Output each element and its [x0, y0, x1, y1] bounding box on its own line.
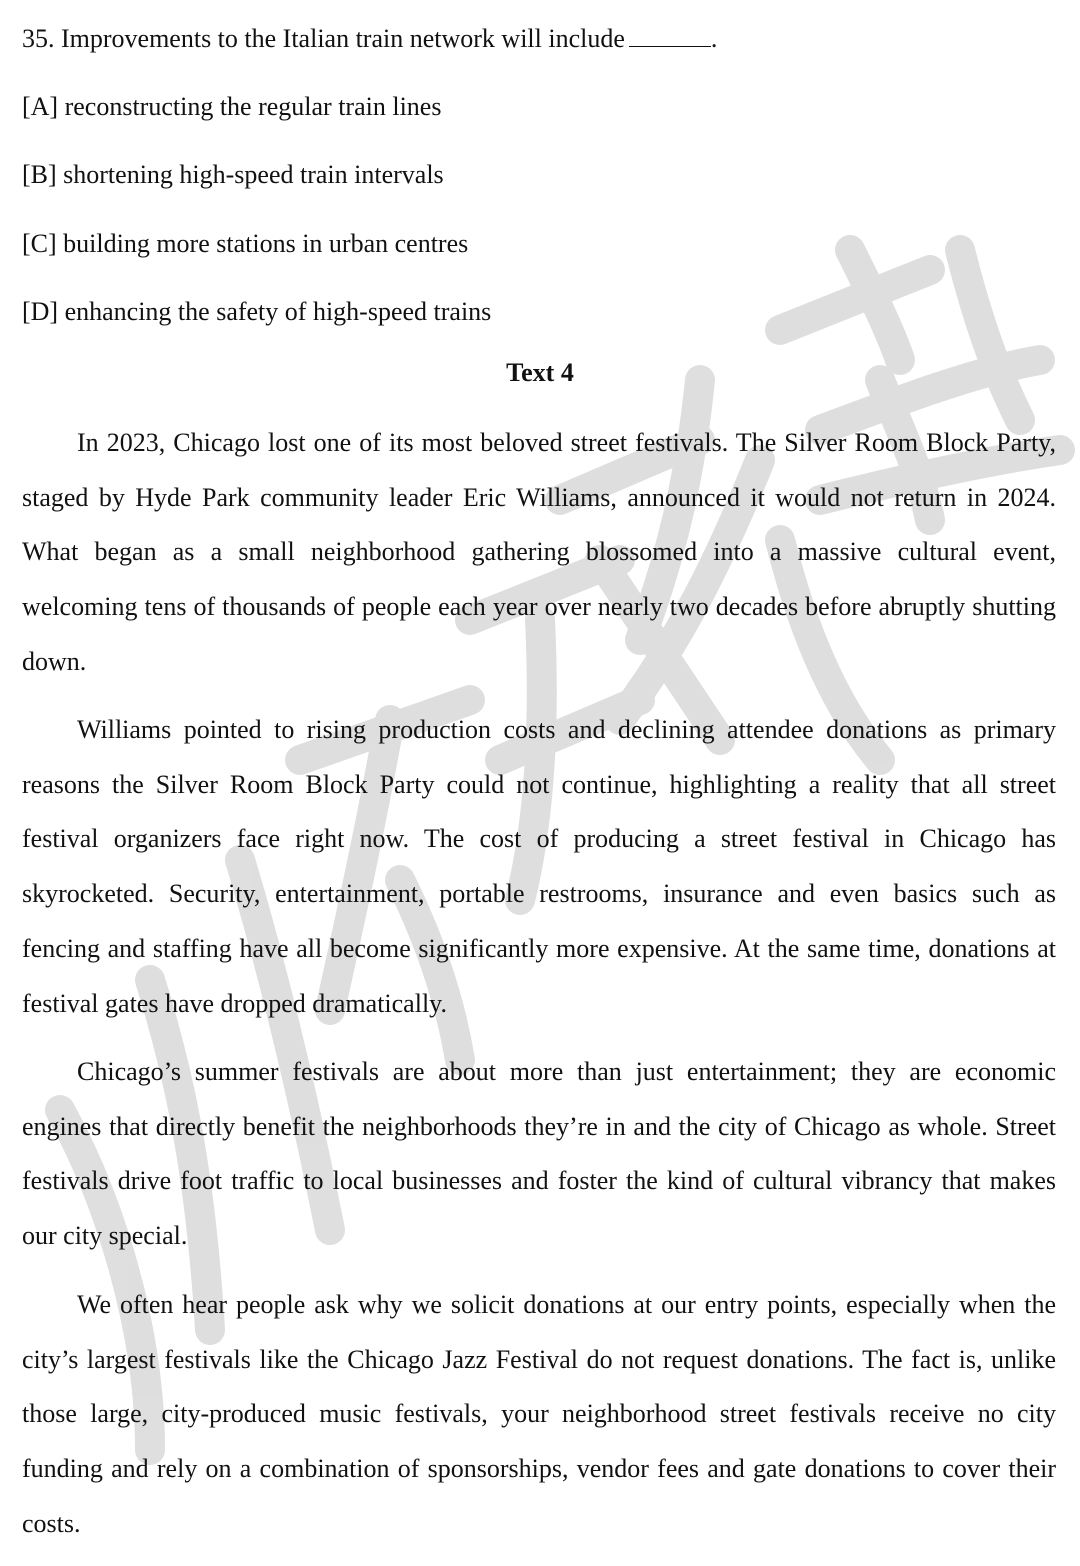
paragraph-1: In 2023, Chicago lost one of its most beloved street festivals. The Silver Room Block Party, staged by Hyde Park community leader Eric Williams, announced it would not return in 2024. What began as a small neighborhood gathering blossomed into a massive cultural event, welcoming tens of thousands of people each year over nearly two decades before abruptly shutting down.: [22, 428, 1056, 676]
section-title: Text 4: [506, 358, 574, 387]
option-d: [D] enhancing the safety of high-speed trains: [22, 297, 492, 326]
question-stem-end: .: [710, 24, 718, 53]
option-c: [C] building more stations in urban centres: [22, 229, 469, 258]
option-b: [B] shortening high-speed train intervals: [22, 160, 444, 189]
paragraph-2: Williams pointed to rising production costs and declining attendee donations as primary reasons the Silver Room Block Party could not continue, highlighting a reality that all street festival organizers face right now. The cost of producing a street festival in Chicago has skyrocketed. Security, entertainment, portable restrooms, insurance and even basics such as fencing and staffing have all become significantly more expensive. At the same time, donations at festival gates have dropped dramatically.: [22, 715, 1056, 1018]
paragraph-4: We often hear people ask why we solicit donations at our entry points, especially when the city’s largest festivals like the Chicago Jazz Festival do not request donations. The fact is, unlike those large, city-produced music festivals, your neighborhood street festivals receive no city funding and rely on a combination of sponsorships, vendor fees and gate donations to cover their costs.: [22, 1290, 1056, 1538]
option-a: [A] reconstructing the regular train lines: [22, 92, 442, 121]
answer-blank: [629, 26, 711, 47]
question-35-stem: [22, 24, 717, 54]
paragraph-3: Chicago’s summer festivals are about more than just entertainment; they are economic engines that directly benefit the neighborhoods they’re in and the city of Chicago as whole. Street festivals drive foot traffic to local businesses and foster the kind of cultural vibrancy that makes our city special.: [22, 1057, 1056, 1251]
question-stem-text: 35. Improvements to the Italian train network will include: [22, 24, 625, 53]
